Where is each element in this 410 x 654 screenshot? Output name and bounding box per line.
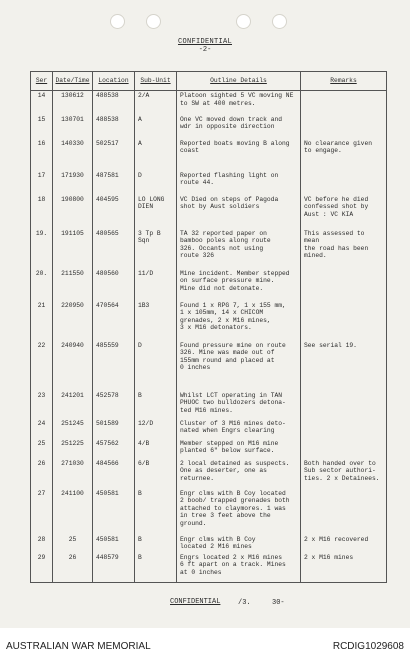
cell-date-time: 25 [53, 535, 93, 553]
table-row [31, 139, 387, 171]
cell-location: 484566 [93, 459, 135, 489]
cell-serial: 15 [31, 115, 53, 139]
archive-reference: RCDIG1029608 [332, 641, 404, 652]
column-header-sub-unit: Sub-Unit [135, 72, 177, 91]
table-row [31, 301, 387, 341]
cell-serial: 18 [31, 195, 53, 229]
cell-date-time: 130612 [53, 91, 93, 115]
cell-location: 502517 [93, 139, 135, 171]
cell-serial: 19. [31, 229, 53, 269]
archive-bar [0, 628, 410, 654]
table-row [31, 391, 387, 419]
cell-date-time: 26 [53, 553, 93, 583]
cell-remarks [301, 171, 387, 195]
cell-location: 450581 [93, 489, 135, 535]
cell-sub-unit: 1B3 [135, 301, 177, 341]
column-header-outline-details: Outline Details [177, 72, 301, 91]
cell-sub-unit: 2/A [135, 91, 177, 115]
table-row [31, 195, 387, 229]
cell-location: 488538 [93, 91, 135, 115]
cell-remarks: Both handed over to Sub sector authori- ties. 2 x Detainees. [301, 459, 387, 489]
cell-date-time: 130701 [53, 115, 93, 139]
column-header-remarks: Remarks [301, 72, 387, 91]
cell-outline-details: Reported flashing light on route 44. [177, 171, 301, 195]
cell-serial: 24 [31, 419, 53, 439]
cell-outline-details: Engr clms with B Coy located 2 boob/ trapped grenades both attached to claymores. 1 was in tree 3 feet above the ground. [177, 489, 301, 535]
cell-sub-unit: 3 Tp B Sqn [135, 229, 177, 269]
column-header-date-time: Date/Time [53, 72, 93, 91]
cell-outline-details: Cluster of 3 M16 mines deto- nated when Engrs clearing [177, 419, 301, 439]
table-row [31, 489, 387, 535]
cell-outline-details: Reported boats moving B along coast [177, 139, 301, 171]
table-row [31, 341, 387, 391]
punch-hole [272, 14, 287, 29]
cell-location: 488538 [93, 115, 135, 139]
cell-location: 457562 [93, 439, 135, 459]
cell-remarks [301, 269, 387, 301]
cell-sub-unit: D [135, 171, 177, 195]
cell-date-time: 220950 [53, 301, 93, 341]
footer-classification: CONFIDENTIAL [170, 598, 221, 606]
table-row [31, 269, 387, 301]
cell-sub-unit: B [135, 535, 177, 553]
cell-sub-unit: 11/D [135, 269, 177, 301]
cell-remarks: 2 x M16 recovered [301, 535, 387, 553]
cell-location: 480565 [93, 229, 135, 269]
cell-outline-details: Found pressure mine on route 326. Mine was made out of 155mm round and placed at 0 inches [177, 341, 301, 391]
cell-location: 470564 [93, 301, 135, 341]
cell-date-time: 241201 [53, 391, 93, 419]
cell-serial: 27 [31, 489, 53, 535]
cell-outline-details: Engrs located 2 x M16 mines 6 ft apart on a track. Mines at 0 inches [177, 553, 301, 583]
table-header-row [31, 72, 387, 91]
cell-outline-details: Found 1 x RPG 7, 1 x 155 mm, 1 x 105mm, 14 x CHICOM grenades, 2 x M16 mines, 3 x M16 detonators. [177, 301, 301, 341]
cell-date-time: 251225 [53, 439, 93, 459]
cell-date-time: 171930 [53, 171, 93, 195]
cell-remarks: See serial 19. [301, 341, 387, 391]
footer-number: 30- [272, 599, 285, 607]
cell-serial: 25 [31, 439, 53, 459]
cell-date-time: 271030 [53, 459, 93, 489]
cell-location: 448579 [93, 553, 135, 583]
cell-sub-unit: B [135, 391, 177, 419]
cell-remarks [301, 115, 387, 139]
cell-outline-details: One VC moved down track and wdr in opposite direction [177, 115, 301, 139]
cell-outline-details: Mine incident. Member stepped on surface pressure mine. Mine did not detonate. [177, 269, 301, 301]
cell-outline-details: Platoon sighted 5 VC moving NE to SW at 400 metres. [177, 91, 301, 115]
cell-outline-details: 2 local detained as suspects. One as deserter, one as returnee. [177, 459, 301, 489]
cell-serial: 28 [31, 535, 53, 553]
cell-date-time: 191105 [53, 229, 93, 269]
cell-location: 404595 [93, 195, 135, 229]
table-row [31, 229, 387, 269]
table-row [31, 115, 387, 139]
cell-serial: 14 [31, 91, 53, 115]
table-row [31, 459, 387, 489]
cell-date-time: 241100 [53, 489, 93, 535]
cell-remarks [301, 91, 387, 115]
cell-serial: 22 [31, 341, 53, 391]
cell-location: 487581 [93, 171, 135, 195]
cell-sub-unit: 6/B [135, 459, 177, 489]
cell-outline-details: Engr clms with B Coy located 2 M16 mines [177, 535, 301, 553]
cell-location: 452578 [93, 391, 135, 419]
cell-sub-unit: LO LONG DIEN [135, 195, 177, 229]
table-row [31, 535, 387, 553]
cell-remarks [301, 301, 387, 341]
table-row [31, 419, 387, 439]
cell-remarks [301, 419, 387, 439]
cell-remarks: VC before he died confessed shot by Aust : VC KIA [301, 195, 387, 229]
table-row [31, 553, 387, 583]
column-header-ser: Ser [31, 72, 53, 91]
cell-serial: 26 [31, 459, 53, 489]
cell-serial: 21 [31, 301, 53, 341]
punch-hole [146, 14, 161, 29]
cell-date-time: 140330 [53, 139, 93, 171]
table-row [31, 171, 387, 195]
cell-remarks: 2 x M16 mines [301, 553, 387, 583]
table-row [31, 439, 387, 459]
cell-serial: 29 [31, 553, 53, 583]
cell-date-time: 251245 [53, 419, 93, 439]
cell-serial: 17 [31, 171, 53, 195]
header-classification: CONFIDENTIAL [177, 38, 232, 46]
column-header-location: Location [93, 72, 135, 91]
cell-remarks: This assessed to mean the road has been mined. [301, 229, 387, 269]
cell-sub-unit: A [135, 139, 177, 171]
cell-sub-unit: B [135, 489, 177, 535]
cell-serial: 23 [31, 391, 53, 419]
cell-remarks: No clearance given to engage. [301, 139, 387, 171]
cell-sub-unit: 4/B [135, 439, 177, 459]
cell-sub-unit: D [135, 341, 177, 391]
cell-outline-details: Member stepped on M16 mine planted 6" below surface. [177, 439, 301, 459]
archive-institution: AUSTRALIAN WAR MEMORIAL [6, 641, 151, 652]
cell-sub-unit: 12/D [135, 419, 177, 439]
punch-hole [110, 14, 125, 29]
cell-outline-details: TA 32 reported paper on bamboo poles along route 326. Occants not using route 326 [177, 229, 301, 269]
footer-next-page: /3. [238, 599, 251, 607]
header-page-marker: -2- [198, 46, 212, 54]
incident-log-table [30, 71, 387, 583]
cell-location: 450581 [93, 535, 135, 553]
cell-outline-details: VC Died on steps of Pagoda shot by Aust soldiers [177, 195, 301, 229]
table-row [31, 91, 387, 115]
cell-date-time: 190800 [53, 195, 93, 229]
punch-hole [236, 14, 251, 29]
cell-serial: 16 [31, 139, 53, 171]
cell-remarks [301, 391, 387, 419]
cell-remarks [301, 439, 387, 459]
cell-date-time: 240940 [53, 341, 93, 391]
cell-sub-unit: B [135, 553, 177, 583]
table-body [31, 91, 387, 583]
cell-location: 480560 [93, 269, 135, 301]
cell-serial: 20. [31, 269, 53, 301]
cell-date-time: 211550 [53, 269, 93, 301]
cell-location: 485559 [93, 341, 135, 391]
cell-location: 501589 [93, 419, 135, 439]
cell-remarks [301, 489, 387, 535]
cell-outline-details: Whilst LCT operating in TAN PHUOC two bulldozers detona- ted M16 mines. [177, 391, 301, 419]
cell-sub-unit: A [135, 115, 177, 139]
